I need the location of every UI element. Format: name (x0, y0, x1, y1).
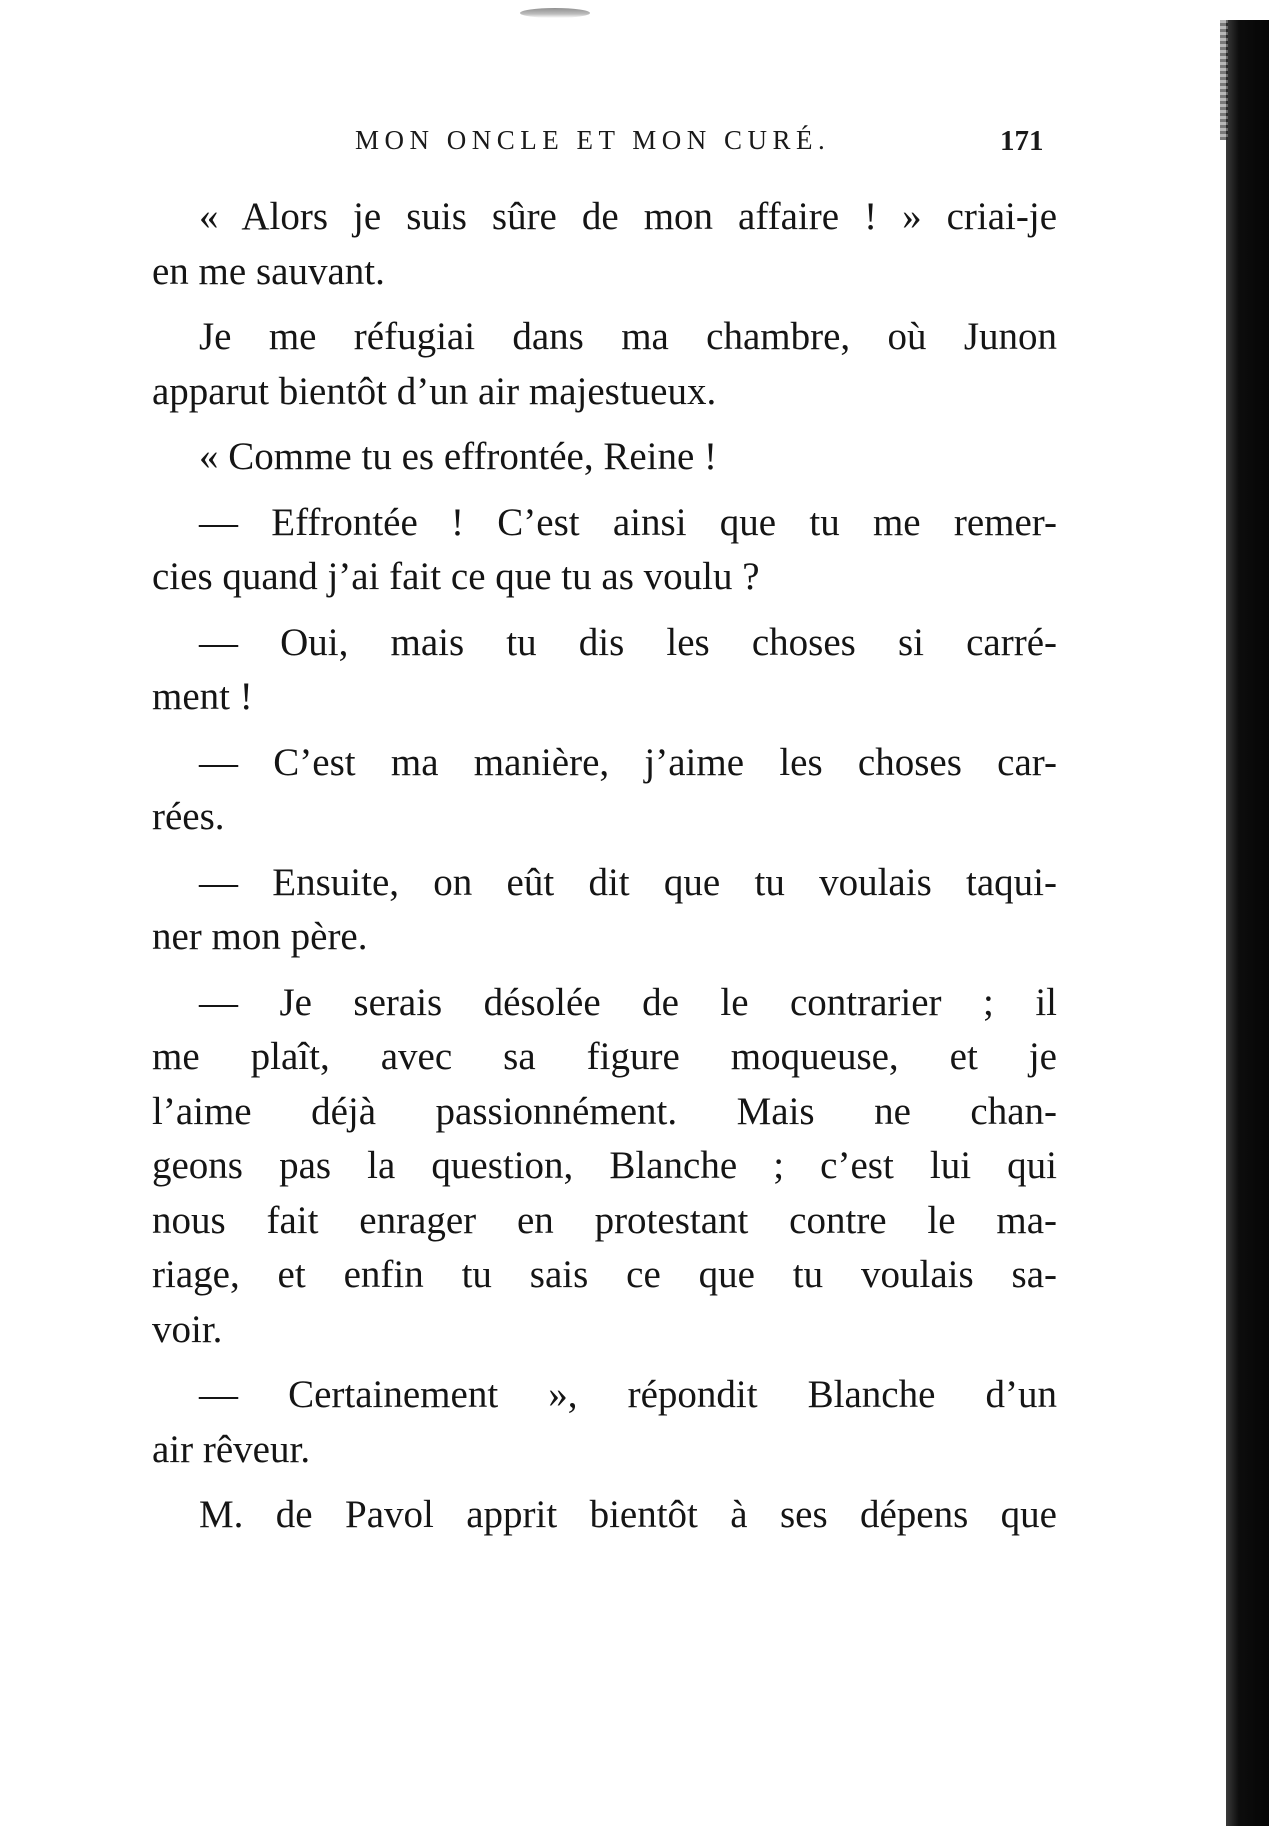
text-line: « Comme tu es effrontée, Reine ! (199, 435, 718, 478)
text-line: apparut bientôt d’un air majestueux. (152, 369, 717, 413)
text-line: — Oui, mais tu dis les choses si carré- (199, 620, 1057, 664)
running-title: MON ONCLE ET MON CURÉ. (355, 125, 831, 155)
page-number: 171 (1000, 125, 1044, 157)
paragraph (152, 976, 1057, 1358)
text-line: — Effrontée ! C’est ainsi que tu me remer- (199, 500, 1057, 544)
text-line: riage, et enfin tu sais ce que tu voulais sa- (152, 1253, 1057, 1296)
text-line: geons pas la question, Blanche ; c’est lui qui (152, 1144, 1057, 1187)
paragraph (152, 190, 1057, 299)
text-line: air rêveur. (152, 1427, 311, 1471)
paragraph (152, 616, 1057, 725)
text-line: — Ensuite, on eût dit que tu voulais taqui- (199, 860, 1057, 904)
text-line: M. de Pavol apprit bientôt à ses dépens que (199, 1493, 1057, 1536)
text-line: Je me réfugiai dans ma chambre, où Junon (199, 315, 1057, 358)
text-line: nous fait enrager en protestant contre le ma- (152, 1198, 1057, 1242)
page-body (152, 190, 1057, 1543)
text-line: me plaît, avec sa figure moqueuse, et je (152, 1035, 1057, 1078)
text-line: cies quand j’ai fait ce que tu as voulu ? (152, 555, 760, 598)
binding-shadow (1226, 20, 1269, 1826)
paragraph (152, 736, 1057, 845)
text-line: « Alors je suis sûre de mon affaire ! » criai-je (199, 195, 1057, 238)
paragraph (152, 856, 1057, 965)
text-line: l’aime déjà passionnément. Mais ne chan- (152, 1089, 1057, 1133)
page-header (355, 125, 1055, 165)
text-line: ner mon père. (152, 915, 368, 958)
paragraph (152, 430, 1057, 485)
text-line: — Certainement », répondit Blanche d’un (199, 1373, 1057, 1416)
text-line: voir. (152, 1307, 223, 1351)
paragraph (152, 1488, 1057, 1543)
print-smudge (520, 8, 590, 18)
text-line: en me sauvant. (152, 249, 385, 293)
paragraph (152, 310, 1057, 419)
text-line: ment ! (152, 675, 253, 718)
paragraph (152, 496, 1057, 605)
text-line: rées. (152, 795, 225, 838)
text-line: — C’est ma manière, j’aime les choses car- (199, 740, 1057, 784)
paragraph (152, 1368, 1057, 1477)
text-line: — Je serais désolée de le contrarier ; il (199, 980, 1057, 1024)
